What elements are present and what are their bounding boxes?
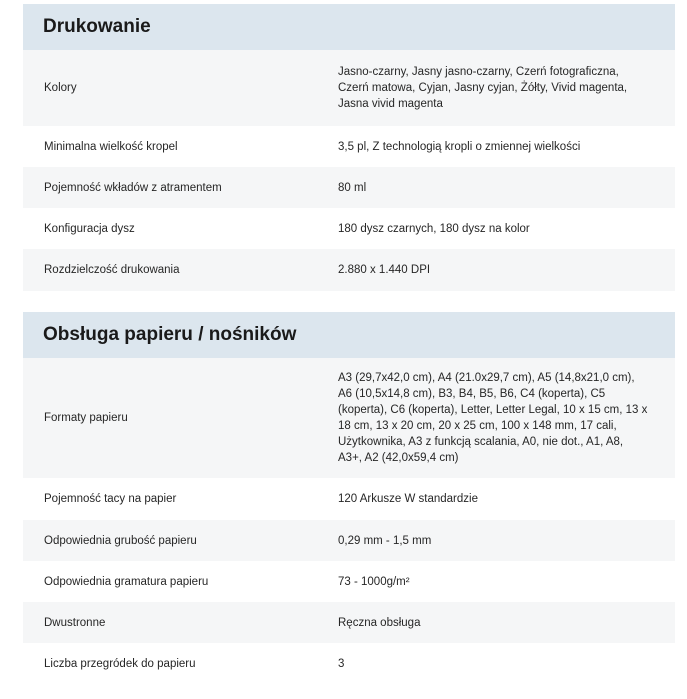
spec-row-kolory (23, 50, 675, 126)
spec-row-dwustronne (23, 602, 675, 643)
section-drukowanie (23, 4, 675, 291)
spec-label: Formaty papieru (44, 412, 128, 424)
spec-value: 180 dysz czarnych, 180 dysz na kolor (338, 222, 530, 235)
spec-row-dysze (23, 208, 675, 249)
spec-value: Jasno-czarny, Jasny jasno-czarny, Czerń fotograficzna, Czerń matowa, Cyjan, Jasny cyjan, Żółty, Vivid magenta, Jasna vivid magenta (338, 66, 628, 110)
spec-value: 80 ml (338, 181, 367, 194)
spec-row-pojemnosc-tacy (23, 478, 675, 520)
spec-label: Konfiguracja dysz (44, 222, 135, 235)
spec-row-rozdzielczosc (23, 249, 675, 291)
spec-label: Odpowiednia grubość papieru (44, 534, 197, 547)
spec-label: Rozdzielczość drukowania (44, 264, 180, 276)
spec-value: 120 Arkusze W standardzie (338, 493, 478, 505)
spec-row-grubosc (23, 520, 675, 561)
section-title: Drukowanie (23, 4, 675, 50)
spec-label: Pojemność tacy na papier (44, 493, 177, 505)
spec-value: 3,5 pl, Z technologią kropli o zmiennej wielkości (338, 140, 581, 153)
spec-label: Kolory (44, 82, 77, 94)
spec-row-przegrodki (23, 643, 675, 684)
section-title: Obsługa papieru / nośników (23, 312, 675, 358)
spec-value: A3 (29,7x42,0 cm), A4 (21.0x29,7 cm), A5 (14,8x21,0 cm), A6 (10,5x14,8 cm), B3, B4, B5, B6, C4 (koperta), C5 (koperta), C6 (koperta), Letter, Letter Legal, 10 x 15 cm, 13 x 18 cm, 13 x 20 cm, 20 x 25 cm, 100 x 148 mm, 17 cali, Użytkownika, A3 z funkcją scalania, A0, nie dot., A1, A8, A3+, A2 (42,0x59,4 cm) (338, 372, 648, 464)
spec-value: Ręczna obsługa (338, 616, 421, 629)
spec-row-formaty (23, 358, 675, 478)
spec-row-pojemnosc-wkladow (23, 167, 675, 208)
spec-row-gramatura (23, 561, 675, 602)
spec-value: 73 - 1000g/m² (338, 575, 410, 588)
spec-row-krople (23, 126, 675, 167)
spec-label: Pojemność wkładów z atramentem (44, 181, 222, 194)
spec-value: 2.880 x 1.440 DPI (338, 264, 431, 276)
section-obsluga-papieru (23, 312, 675, 684)
spec-label: Liczba przegródek do papieru (44, 657, 196, 670)
spec-value: 0,29 mm - 1,5 mm (338, 534, 432, 547)
spec-label: Minimalna wielkość kropel (44, 140, 178, 153)
spec-value: 3 (338, 657, 345, 670)
spec-label: Dwustronne (44, 616, 106, 629)
spec-label: Odpowiednia gramatura papieru (44, 575, 209, 588)
